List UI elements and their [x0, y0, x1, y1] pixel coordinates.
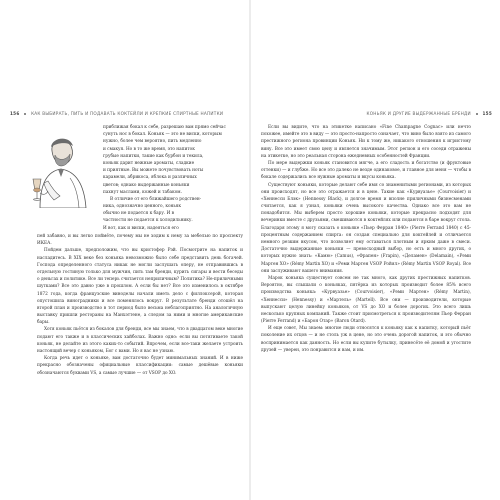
- side-line: ника, однозначно ценного, коньяк: [103, 204, 182, 210]
- side-line: карамели, абрикоса, яблока и различных: [103, 175, 197, 181]
- left-running-head-text: КАК ВЫБИРАТЬ, ПИТЬ И ПОДАВАТЬ КОКТЕЙЛИ И КРЕПКИЕ СПИРТНЫЕ НАПИТКИ: [31, 111, 224, 116]
- paragraph: Существуют коньяки, которые делают себе имя со знаменитыми регионами, из которых они происходят, но все это отражается и в цене. Такие как «Курвуазье» (Courvoisier) и «Хеннесси Блэк» (Hennessy Black), и долгое время и вполне приличными бизнесменами считается, как я узнал, коньяки очень высокого качества. Однако все это вам не понадобится. Мы выберем просто хорошие коньяки, которые прекрасно подходят для вечеринки вместе с друзьями, смешиваются в коктейлях или подаются в баре вокруг стола. Благодаря этому я могу сказать о коньяке «Пьер Ферран 1840» (Pierre Ferrand 1840) с 45-процентным содержанием спирта: он создан специально для коктейлей и отличается немного резким вкусом, что позволяет ему оставаться плотным и ярким даже в смеси. Достаточно выдержанные коньяки — превосходный выбор, но есть и много других, о которых нужно знать: «Камю» (Camus), «Фрапен» (Frapin), «Деламен» (Delamain), «Реми Мартен XO» (Rémy Martin XO) и «Реми Мартен VSOP Ройял» (Rémy Martin VSOP Royal). Все они заслуживают вашего внимания.: [261, 182, 471, 274]
- right-page-number: 155: [482, 111, 492, 116]
- paragraph: пей забавно, и вы легко поймёте, почему мы не ходим к нему за мебелью по проспекту ИКЕА.: [37, 234, 243, 247]
- side-line: и приятные. Вы можете почувствовать ноты: [103, 168, 204, 174]
- left-body-text: [37, 233, 243, 377]
- paragraph: Когда речь идет о коньяке, вам достаточно будет минимальных знаний. И в ниже прекрасно обозначены официальные классификации: самые дешёвые коньяки обозначаются буквами VS, а самые лучшие — от VSOP до XO.: [37, 356, 243, 376]
- side-line: пахнут маслами, кожей и табаком.: [103, 189, 182, 195]
- right-body-text: [261, 124, 471, 354]
- left-side-text-block: [103, 124, 243, 232]
- side-line: грубые напитки, такие как бурбон и текила,: [103, 153, 204, 159]
- man-with-glass-illustration: [30, 133, 100, 208]
- paragraph: Марок коньяка существует совсем не так много, как других престижных напитков. Вероятно, вы слышали о коньяках, пятёрка из которых производит более 85% всего производства коньяка: «Курвуазье» (Courvoisier), «Реми Мартен» (Rémy Martin), «Хеннесси» (Hennessy) и «Мартель» (Martell). Все они — производители, которые выпускают целую линейку коньяков, от VS до XO и более дорогих. Это всего лишь несколько крупных компаний. Также стоит присмотреться к производителям Пьер Ферран (Pierre Ferrand) и «Барон Отар» (Baron Otard).: [261, 275, 471, 325]
- left-page-number: 156: [10, 111, 20, 116]
- side-line: и смакуя. Но в то же время, это напиток: [103, 146, 195, 152]
- side-line: обычно не подается к бару. И в: [103, 211, 175, 217]
- paragraph: И еще совет, Мы знаем: многие люди относятся к коньяку как к напитку, который пьёт поколение их отцов — и не столь уж в цене, но это очень дорогой напиток, и это обычно воспринимается как данность. Но если вы купите бутылку, принесёте её домой и угостите друзей — уверен, это понравится и вам, и им.: [261, 326, 471, 353]
- side-line: И вот, как и виски, надеяться его: [103, 225, 179, 231]
- paragraph: По мере выдержки коньяк становится мягче, а его сладость и богатство (и фруктовые оттенки) — и глубже. Но все это далеко не везде одинаковое, и главное для меня — чтобы в бокале содержались все нужные ароматы и вкусы коньяка.: [261, 160, 471, 181]
- side-line: цветов; однако выдержанные коньяки: [103, 182, 190, 188]
- header-bullet-icon: [24, 113, 26, 115]
- side-line: нужно, более чем вероятно, пить медленно: [103, 139, 202, 145]
- right-page: [251, 0, 500, 500]
- side-line: частности не подается к холодильнику.: [103, 218, 193, 224]
- side-line: коньяк дарит нежные ароматы, сладкие: [103, 160, 195, 166]
- paragraph: Если вы видите, что на этикетке написано «Fine Champagne Cognac» или нечто похожее, имейте это в виду — это просто-напросто означает, что вино было взято из самого престижного региона провинции Коньяк. Ни к тому же, никакого отношения к игристому вину. Все это имеет свою цену и является значимым. Этот регион и его соседи отражены на этикетке, но это реальная сторона ежедневных особенностей Франции.: [261, 125, 471, 159]
- left-running-head: [10, 111, 223, 116]
- side-line: приближая бокал к себе, разрешаю вам прямо сейчас: [103, 125, 226, 130]
- paragraph: Хотя коньяк пьётся из бокалов для бренди, все мы знаем, что в двадцатом веке многие подают его также и в классических хайболах. Важно одно: если вы потягиваете такой коньяк, не делайте из этого каких-то событий. Впрочем, если все-таки желаете устроить настоящий вечер с коньяком, Бог с вами. Но я вас не узнаю.: [37, 327, 243, 354]
- header-bullet-icon: [476, 113, 478, 115]
- right-running-head-text: КОНЬЯК И ДРУГИЕ ВЫДЕРЖАННЫЕ БРЕНДИ: [366, 111, 471, 116]
- side-line: В отличие от его ближайшего родствен-: [110, 196, 202, 202]
- right-running-head: [366, 111, 492, 116]
- left-page: [0, 0, 249, 500]
- side-line: сунуть нос в бокал. Коньяк — это не виски, которым: [103, 132, 222, 138]
- paragraph: Пойдем дальше, предположим, что вы кристофер Рэй. Посмотрите на напиток и насладитесь. В XIX веке без коньяка невозможно было себе представить день богачей. Господа определенного статуса никак не могли заслушать оперу, не отправившись в отдельную гостиную только для мужчин, пить там бренди, курить сигары и вести беседы о деньгах и политике. Все ли теперь считается неприличным? Политика? Не-приличными шутками? Все это давно уже в прошлом. А если бы нет? Все это изменилось в октябре 1872 года, когда французские виноделы начали иметь дело с филлоксерой, которая опустошила виноградники и все поменялось вокруг. В результате бренди отошёл на второй план и производство в тот период было весьма неблагоприятно. На аналогичную выставку пришли рестораны на Манхэттене, а следом за ними и многие американские бары.: [37, 248, 243, 326]
